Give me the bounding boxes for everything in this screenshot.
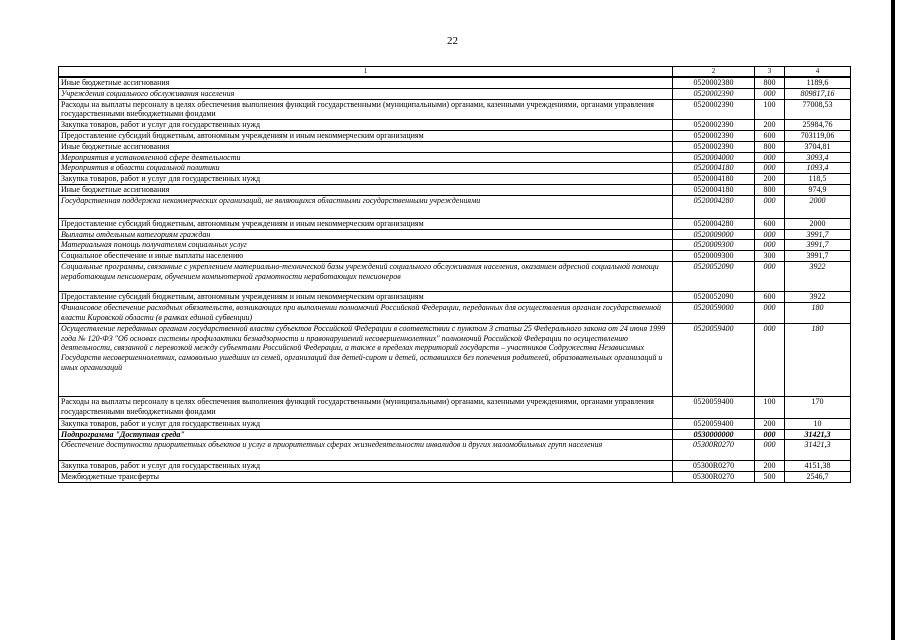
row-type-cell: 000	[755, 323, 785, 396]
row-name-cell: Закупка товаров, работ и услуг для государственных нужд	[59, 174, 673, 185]
row-amount-cell: 3991,7	[785, 229, 851, 240]
table-row	[59, 88, 851, 99]
row-amount-cell: 1093,4	[785, 163, 851, 174]
row-name-cell: Расходы на выплаты персоналу в целях обеспечения выполнения функций государственными (муниципальными) органами, казенными учреждениями, органами управления государственными внебюджетными фондами	[59, 99, 673, 120]
row-type-cell: 100	[755, 99, 785, 120]
row-code-cell: 0520002390	[673, 141, 755, 152]
table-row	[59, 229, 851, 240]
row-type-cell: 000	[755, 195, 785, 218]
row-type-cell: 300	[755, 251, 785, 262]
row-amount-cell: 77008,53	[785, 99, 851, 120]
row-type-cell: 600	[755, 130, 785, 141]
row-name-cell: Мероприятия в установленной сфере деятельности	[59, 152, 673, 163]
row-type-cell: 000	[755, 229, 785, 240]
table-row	[59, 261, 851, 291]
row-code-cell: 0520002380	[673, 77, 755, 88]
row-name-cell: Государственная поддержка некоммерческих организаций, не являющихся областными государственными учреждениями	[59, 195, 673, 218]
row-type-cell: 200	[755, 120, 785, 131]
page-number: 22	[447, 35, 458, 47]
col-header-amount: 4	[785, 67, 851, 78]
table-row	[59, 152, 851, 163]
row-type-cell: 200	[755, 174, 785, 185]
row-amount-cell: 2000	[785, 195, 851, 218]
row-name-cell: Социальное обеспечение и иные выплаты населению	[59, 251, 673, 262]
row-amount-cell: 3093,4	[785, 152, 851, 163]
row-amount-cell: 118,5	[785, 174, 851, 185]
row-name-cell: Предоставление субсидий бюджетным, автономным учреждениям и иным некоммерческим организациям	[59, 218, 673, 229]
row-type-cell: 800	[755, 184, 785, 195]
table-row	[59, 303, 851, 324]
budget-table	[58, 66, 851, 483]
row-amount-cell: 4151,38	[785, 460, 851, 471]
row-name-cell: Предоставление субсидий бюджетным, автономным учреждениям и иным некоммерческим организациям	[59, 130, 673, 141]
row-name-cell: Мероприятия в области социальной политики	[59, 163, 673, 174]
row-amount-cell: 3991,7	[785, 251, 851, 262]
table-row	[59, 240, 851, 251]
table-row	[59, 471, 851, 482]
row-code-cell: 0520059400	[673, 418, 755, 429]
row-amount-cell: 1189,6	[785, 77, 851, 88]
row-name-cell: Иные бюджетные ассигнования	[59, 141, 673, 152]
table-row	[59, 429, 851, 440]
row-code-cell: 0520004280	[673, 195, 755, 218]
row-type-cell: 600	[755, 218, 785, 229]
row-type-cell: 100	[755, 396, 785, 418]
row-type-cell: 800	[755, 141, 785, 152]
row-code-cell: 0520059400	[673, 396, 755, 418]
row-type-cell: 200	[755, 460, 785, 471]
row-code-cell: 0520004180	[673, 163, 755, 174]
row-name-cell: Закупка товаров, работ и услуг для государственных нужд	[59, 460, 673, 471]
row-amount-cell: 25984,76	[785, 120, 851, 131]
row-type-cell: 000	[755, 163, 785, 174]
row-name-cell: Социальные программы, связанные с укреплением материально-технической базы учреждений социального обслуживания населения, оказанием адресной социальной помощи неработающим пенсионерам, обучением компьютерной грамотности неработающих пенсионеров	[59, 261, 673, 291]
row-name-cell: Межбюджетные трансферты	[59, 471, 673, 482]
row-name-cell: Обеспечение доступности приоритетных объектов и услуг в приоритетных сферах жизнедеятельности инвалидов и других маломобильных групп населения	[59, 440, 673, 461]
table-row	[59, 174, 851, 185]
row-amount-cell: 170	[785, 396, 851, 418]
row-code-cell: 0520002390	[673, 130, 755, 141]
table-row	[59, 195, 851, 218]
table-row	[59, 292, 851, 303]
col-header-name: 1	[59, 67, 673, 78]
row-code-cell: 0520004180	[673, 184, 755, 195]
row-name-cell: Расходы на выплаты персоналу в целях обеспечения выполнения функций государственными (муниципальными) органами, казенными учреждениями, органами управления государственными внебюджетными фондами	[59, 396, 673, 418]
row-amount-cell: 180	[785, 323, 851, 396]
row-amount-cell: 809817,16	[785, 88, 851, 99]
row-type-cell: 000	[755, 152, 785, 163]
row-type-cell: 000	[755, 440, 785, 461]
row-code-cell: 0520002390	[673, 88, 755, 99]
table-row	[59, 460, 851, 471]
col-header-code: 2	[673, 67, 755, 78]
col-header-type: 3	[755, 67, 785, 78]
row-name-cell: Финансовое обеспечение расходных обязательств, возникающих при выполнении полномочий Российской Федерации, переданных для осуществления органам государственной власти Кировской области (в рамках единой субвенции)	[59, 303, 673, 324]
row-amount-cell: 10	[785, 418, 851, 429]
row-name-cell: Иные бюджетные ассигнования	[59, 184, 673, 195]
row-amount-cell: 31421,3	[785, 429, 851, 440]
row-name-cell: Закупка товаров, работ и услуг для государственных нужд	[59, 120, 673, 131]
header-row	[59, 67, 851, 78]
row-type-cell: 000	[755, 303, 785, 324]
row-name-cell: Предоставление субсидий бюджетным, автономным учреждениям и иным некоммерческим организациям	[59, 292, 673, 303]
row-name-cell: Учреждения социального обслуживания населения	[59, 88, 673, 99]
row-code-cell: 0520052090	[673, 261, 755, 291]
row-amount-cell: 2546,7	[785, 471, 851, 482]
row-amount-cell: 3922	[785, 292, 851, 303]
row-amount-cell: 31421,3	[785, 440, 851, 461]
row-code-cell: 0520052090	[673, 292, 755, 303]
row-type-cell: 000	[755, 261, 785, 291]
table-row	[59, 323, 851, 396]
row-type-cell: 000	[755, 88, 785, 99]
table-row	[59, 120, 851, 131]
table-row	[59, 99, 851, 120]
row-amount-cell: 3704,81	[785, 141, 851, 152]
table-row	[59, 440, 851, 461]
row-amount-cell: 703119,06	[785, 130, 851, 141]
row-amount-cell: 3991,7	[785, 240, 851, 251]
row-code-cell: 0520004180	[673, 174, 755, 185]
row-code-cell: 0520002390	[673, 99, 755, 120]
table-row	[59, 77, 851, 88]
row-name-cell: Закупка товаров, работ и услуг для государственных нужд	[59, 418, 673, 429]
row-amount-cell: 180	[785, 303, 851, 324]
row-name-cell: Выплаты отдельным категориям граждан	[59, 229, 673, 240]
row-code-cell: 05300R0270	[673, 460, 755, 471]
row-code-cell: 0520009000	[673, 229, 755, 240]
row-code-cell: 0530000000	[673, 429, 755, 440]
row-name-cell: Подпрограмма "Доступная среда"	[59, 429, 673, 440]
row-amount-cell: 974,9	[785, 184, 851, 195]
binding-edge	[891, 0, 895, 640]
row-type-cell: 500	[755, 471, 785, 482]
row-code-cell: 0520009300	[673, 251, 755, 262]
table-row	[59, 251, 851, 262]
row-code-cell: 05300R0270	[673, 471, 755, 482]
row-name-cell: Осуществление переданных органам государственной власти субъектов Российской Федерации в соответствии с пунктом 3 статьи 25 Федерального закона от 24 июня 1999 года № 120-ФЗ "Об основах системы профилактики безнадзорности и правонарушений несовершеннолетних" полномочий Российской Федерации по осуществлению деятельности, связанной с перевозкой между субъектами Российской Федерации, а также в пределах территорий государств – участников Содружества Независимых Государств несовершеннолетних, самовольно ушедших из семей, организаций для детей-сирот и детей, оставшихся без попечения родителей, образовательных организаций и иных организаций	[59, 323, 673, 396]
row-type-cell: 000	[755, 429, 785, 440]
row-code-cell: 0520059400	[673, 323, 755, 396]
table-row	[59, 418, 851, 429]
row-name-cell: Материальная помощь получателям социальных услуг	[59, 240, 673, 251]
row-code-cell: 0520009300	[673, 240, 755, 251]
row-type-cell: 000	[755, 240, 785, 251]
table-row	[59, 218, 851, 229]
table-row	[59, 184, 851, 195]
table-row	[59, 163, 851, 174]
row-amount-cell: 2000	[785, 218, 851, 229]
table-row	[59, 396, 851, 418]
row-name-cell: Иные бюджетные ассигнования	[59, 77, 673, 88]
row-type-cell: 800	[755, 77, 785, 88]
row-type-cell: 200	[755, 418, 785, 429]
row-code-cell: 0520059000	[673, 303, 755, 324]
row-code-cell: 0520004000	[673, 152, 755, 163]
row-code-cell: 0520004280	[673, 218, 755, 229]
row-amount-cell: 3922	[785, 261, 851, 291]
row-type-cell: 600	[755, 292, 785, 303]
table-row	[59, 130, 851, 141]
table-row	[59, 141, 851, 152]
row-code-cell: 05300R0270	[673, 440, 755, 461]
row-code-cell: 0520002390	[673, 120, 755, 131]
